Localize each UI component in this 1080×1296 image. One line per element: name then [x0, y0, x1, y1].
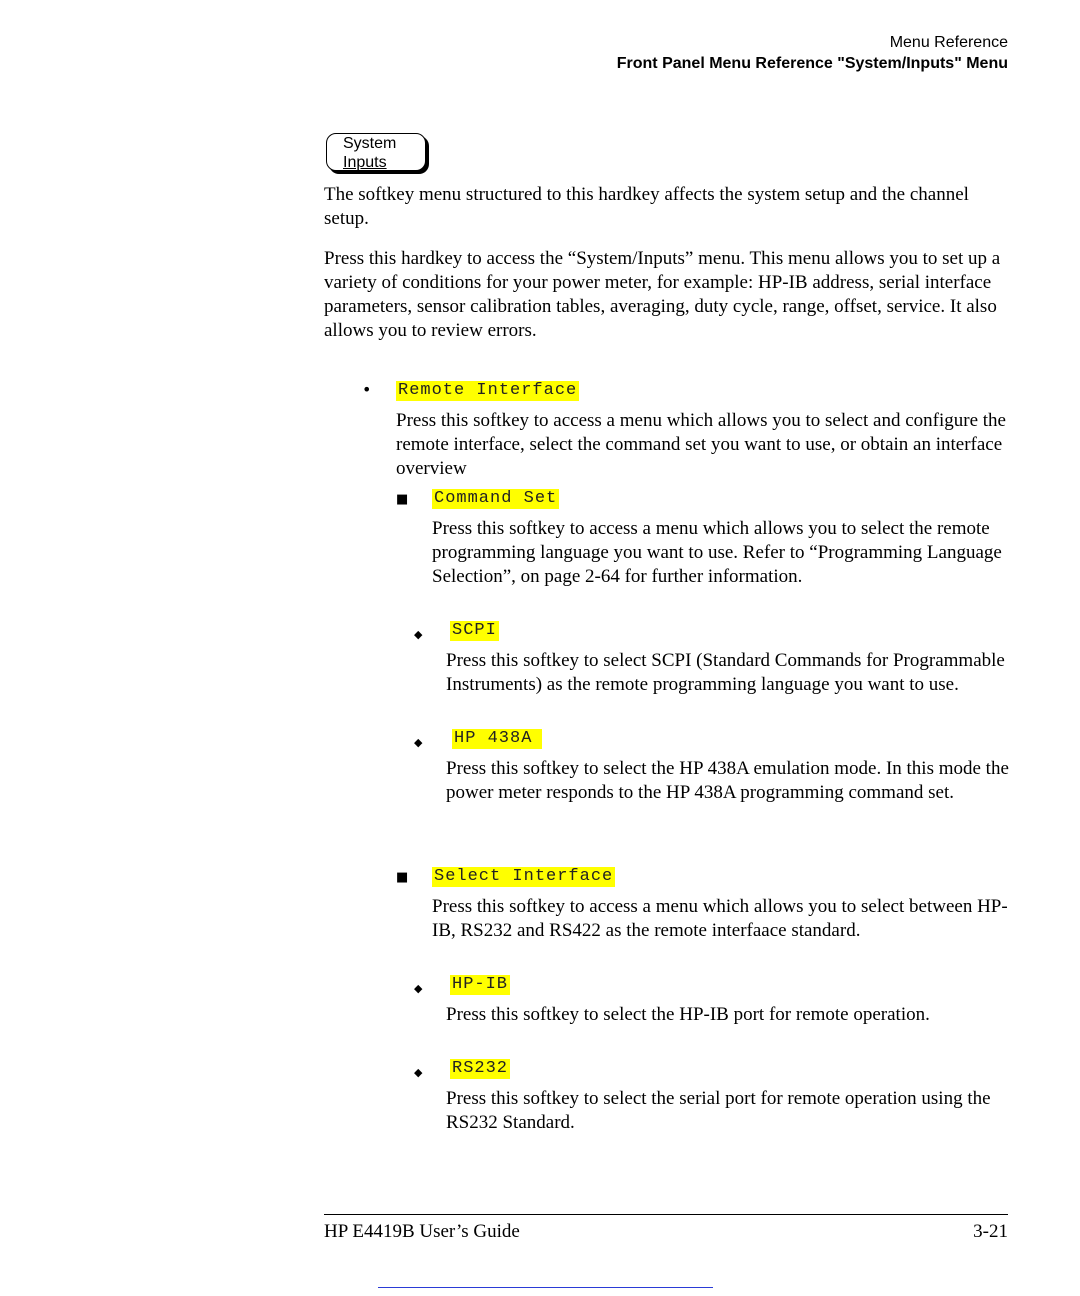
link-underline[interactable]: [378, 1287, 713, 1288]
softkey-rs232: RS232: [452, 1059, 509, 1078]
running-header: [617, 32, 1008, 74]
intro-paragraph-2: Press this hardkey to access the “System/Inputs” menu. This menu allows you to set up a variety of conditions for your power meter, for example: HP-IB address, serial interface parameters, sensor calibration tables, averaging, duty cycle, range, offset, service. It also allows you to review errors.: [324, 248, 1001, 341]
softkey-hp-ib: HP-IB: [452, 975, 509, 994]
header-section: Menu Reference: [889, 34, 1008, 51]
diamond-bullet-icon: ◆: [414, 982, 423, 995]
footer-divider: [324, 1214, 1008, 1215]
footer-page-number: 3-21: [973, 1221, 1008, 1242]
hp-ib-description: Press this softkey to select the HP-IB port for remote operation.: [446, 1004, 930, 1025]
square-bullet-icon: ■: [396, 870, 409, 885]
system-inputs-hardkey-icon: [326, 133, 426, 171]
softkey-hp-438a: HP 438A: [452, 729, 542, 749]
footer-title: HP E4419B User’s Guide: [324, 1221, 520, 1242]
scpi-description: Press this softkey to select SCPI (Standard Commands for Programmable Instruments) as the remote programming language you want to use.: [446, 650, 1005, 695]
hardkey-label-line1: System: [343, 135, 397, 152]
softkey-command-set: Command Set: [434, 489, 558, 508]
intro-paragraph-1: The softkey menu structured to this hardkey affects the system setup and the channel setup.: [324, 184, 969, 229]
softkey-remote-interface: Remote Interface: [398, 381, 578, 400]
header-subsection: Front Panel Menu Reference "System/Inputs" Menu: [616, 55, 1008, 72]
command-set-description: Press this softkey to access a menu which allows you to select the remote programming language you want to use. Refer to “Programming Language Selection”, on page 2-64 for further information.: [432, 518, 1002, 587]
diamond-bullet-icon: ◆: [414, 628, 423, 641]
hp-438a-description: Press this softkey to select the HP 438A emulation mode. In this mode the power meter responds to the HP 438A programming command set.: [446, 758, 1009, 803]
diamond-bullet-icon: ◆: [414, 736, 423, 749]
remote-interface-description: Press this softkey to access a menu which allows you to select and configure the remote interface, select the command set you want to use, or obtain an interface overview: [396, 410, 1006, 479]
softkey-select-interface: Select Interface: [434, 867, 614, 886]
square-bullet-icon: ■: [396, 492, 409, 507]
softkey-scpi: SCPI: [452, 621, 497, 640]
diamond-bullet-icon: ◆: [414, 1066, 423, 1079]
select-interface-description: Press this softkey to access a menu which allows you to select between HP-IB, RS232 and RS422 as the remote interfaace standard.: [432, 896, 1008, 941]
bullet-icon: •: [362, 380, 372, 399]
hardkey-label-line2: Inputs: [343, 154, 387, 171]
rs232-description: Press this softkey to select the serial port for remote operation using the RS232 Standard.: [446, 1088, 991, 1133]
